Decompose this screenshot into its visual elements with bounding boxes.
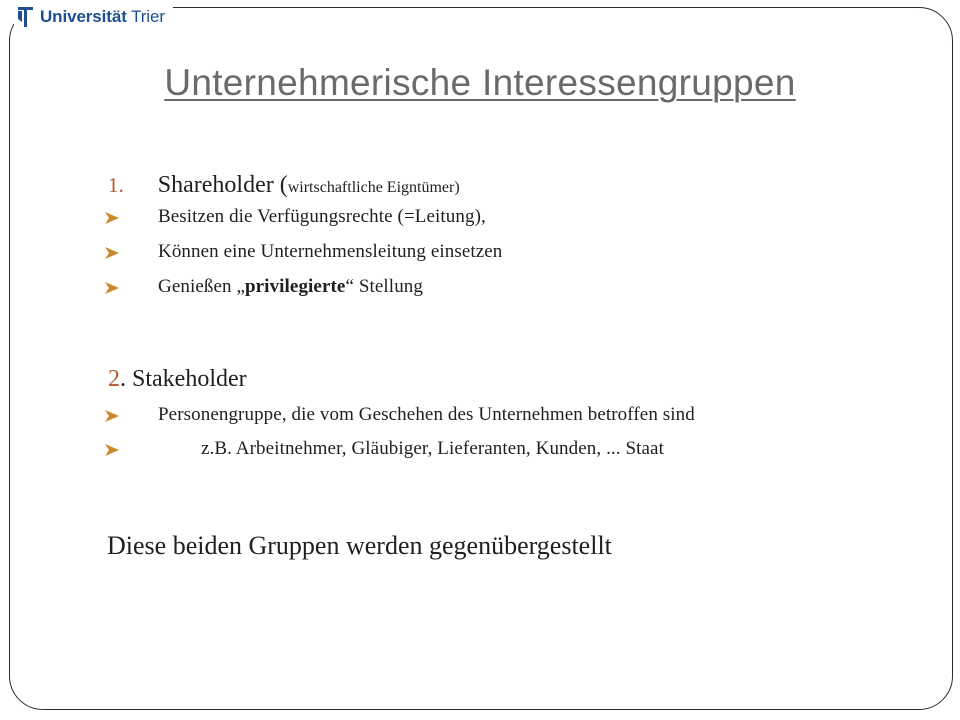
closing-text: Diese beiden Gruppen werden gegenübergestellt [107, 531, 612, 560]
bullet-text-after: “ Stellung [345, 276, 423, 297]
section1-number: 1. [108, 173, 124, 197]
section2-bullet-1 [158, 404, 695, 426]
section2-bullet-2 [201, 438, 664, 460]
slide-frame [9, 7, 953, 710]
section2-number: 2 [108, 366, 120, 392]
university-logo [14, 2, 173, 32]
arrow-bullet-icon [104, 281, 120, 295]
section1-heading: Shareholder [157, 172, 274, 198]
section1-heading-note: wirtschaftliche Eigntümer) [287, 179, 460, 196]
arrow-bullet-icon [104, 443, 120, 457]
university-mark-icon [16, 6, 35, 28]
section1-paren: ( [279, 172, 288, 198]
bullet-text: Können eine Unternehmensleitung einsetzen [158, 241, 503, 262]
bullet-text: z.B. Arbeitnehmer, Gläubiger, Lieferanten, Kunden, ... Staat [201, 438, 664, 459]
logo-text-regular: Trier [131, 7, 165, 26]
bullet-text-bold: privilegierte [244, 276, 346, 297]
bullet-text: Personengruppe, die vom Geschehen des Unternehmen betroffen sind [158, 404, 695, 425]
arrow-bullet-icon [104, 211, 120, 225]
bullet-text: Besitzen die Verfügungsrechte (=Leitung), [158, 206, 486, 227]
section1-heading-line [108, 172, 460, 199]
section1-bullet-3 [158, 276, 423, 298]
arrow-bullet-icon [104, 409, 120, 423]
section1-bullet-2 [158, 241, 502, 263]
closing-line [107, 531, 612, 561]
slide-title: Unternehmerische Interessengruppen [164, 62, 796, 103]
logo-text-bold: Universität [40, 7, 127, 26]
logo-text [40, 7, 165, 27]
bullet-text-before: Genießen „ [158, 276, 245, 297]
section2-heading-line [108, 366, 247, 393]
section2-heading: . Stakeholder [120, 366, 247, 392]
arrow-bullet-icon [104, 246, 120, 260]
section1-bullet-1 [158, 206, 486, 228]
